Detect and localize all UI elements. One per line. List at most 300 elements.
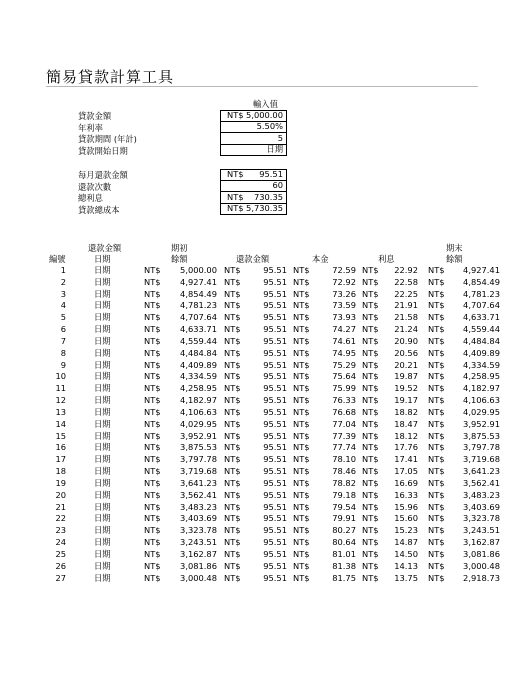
row-payment: 95.51 [263, 501, 287, 512]
row-begin-balance: 3,000.48 [180, 572, 217, 583]
row-principal: 81.01 [332, 548, 356, 559]
input-label-annual-rate: 年利率 [78, 122, 103, 133]
row-number: 17 [55, 454, 66, 465]
currency-label: NT$ [428, 572, 445, 583]
row-pay-date: 日期 [94, 288, 111, 299]
currency-label: NT$ [293, 359, 310, 370]
row-pay-date: 日期 [94, 406, 111, 417]
row-payment: 95.51 [263, 265, 287, 275]
currency-label: NT$ [362, 513, 379, 524]
currency-label: NT$ [362, 383, 379, 394]
row-begin-balance: 3,162.87 [180, 548, 217, 559]
currency-label: NT$ [144, 418, 161, 429]
currency-label: NT$ [293, 442, 310, 453]
currency-label: NT$ [224, 300, 241, 311]
row-payment: 95.51 [263, 525, 287, 536]
currency-label: NT$ [362, 466, 379, 477]
row-principal: 80.27 [332, 525, 356, 536]
row-principal: 79.54 [332, 501, 356, 512]
row-number: 18 [55, 466, 66, 477]
row-interest: 17.41 [394, 454, 418, 465]
currency-label: NT$ [362, 560, 379, 571]
currency-label: NT$ [362, 359, 379, 370]
currency-label: NT$ [428, 324, 445, 335]
row-number: 1 [60, 265, 66, 275]
row-pay-date: 日期 [94, 335, 111, 346]
total-cost-cell [221, 204, 286, 215]
currency-label: NT$ [293, 324, 310, 335]
row-number: 20 [55, 489, 66, 500]
currency-label: NT$ [144, 312, 161, 323]
row-pay-date: 日期 [94, 276, 111, 287]
row-end-balance: 4,409.89 [463, 347, 500, 358]
currency-label: NT$ [224, 572, 241, 583]
row-interest: 15.60 [394, 513, 418, 524]
row-pay-date: 日期 [94, 395, 111, 406]
currency-label: NT$ [224, 537, 241, 548]
row-begin-balance: 4,633.71 [180, 324, 217, 335]
row-pay-date: 日期 [94, 383, 111, 394]
row-interest: 19.17 [394, 395, 418, 406]
currency-label: NT$ [144, 442, 161, 453]
row-begin-balance: 3,952.91 [180, 430, 217, 441]
total-interest-value: 730.35 [253, 191, 283, 202]
row-number: 26 [55, 560, 66, 571]
row-principal: 79.18 [332, 489, 356, 500]
row-payment: 95.51 [263, 383, 287, 394]
currency-label: NT$ [293, 525, 310, 536]
row-number: 11 [55, 383, 66, 394]
currency-label: NT$ [144, 477, 161, 488]
row-pay-date: 日期 [94, 442, 111, 453]
row-pay-date: 日期 [94, 489, 111, 500]
row-begin-balance: 3,323.78 [180, 525, 217, 536]
currency-label: NT$ [144, 300, 161, 311]
row-principal: 81.75 [332, 572, 356, 583]
currency-label: NT$ [224, 347, 241, 358]
row-interest: 18.47 [394, 418, 418, 429]
currency-label: NT$ [362, 395, 379, 406]
title-divider [46, 86, 478, 87]
row-pay-date: 日期 [94, 537, 111, 548]
row-interest: 14.13 [394, 560, 418, 571]
header-end-bottom: 餘額 [446, 254, 463, 264]
currency-label: NT$ [224, 324, 241, 335]
row-number: 6 [60, 324, 66, 335]
row-payment: 95.51 [263, 477, 287, 488]
currency-label: NT$ [362, 454, 379, 465]
currency-label: NT$ [428, 489, 445, 500]
row-interest: 15.96 [394, 501, 418, 512]
row-begin-balance: 3,562.41 [180, 489, 217, 500]
row-end-balance: 3,403.69 [463, 501, 500, 512]
row-interest: 21.58 [394, 312, 418, 323]
currency-label: NT$ [227, 110, 244, 120]
row-principal: 81.38 [332, 560, 356, 571]
row-pay-date: 日期 [94, 477, 111, 488]
currency-label: NT$ [293, 300, 310, 311]
currency-label: NT$ [362, 347, 379, 358]
row-interest: 18.12 [394, 430, 418, 441]
currency-label: NT$ [293, 406, 310, 417]
currency-label: NT$ [224, 371, 241, 382]
summary-label-payment-count: 還款次數 [78, 181, 112, 192]
row-principal: 76.33 [332, 395, 356, 406]
row-begin-balance: 4,409.89 [180, 359, 217, 370]
currency-label: NT$ [428, 383, 445, 394]
row-payment: 95.51 [263, 406, 287, 417]
row-pay-date: 日期 [94, 572, 111, 583]
header-no: 編號 [49, 254, 66, 264]
currency-label: NT$ [293, 371, 310, 382]
row-principal: 78.82 [332, 477, 356, 488]
row-end-balance: 3,562.41 [463, 477, 500, 488]
row-interest: 21.91 [394, 300, 418, 311]
row-interest: 18.82 [394, 406, 418, 417]
row-interest: 14.50 [394, 548, 418, 559]
row-pay-date: 日期 [94, 466, 111, 477]
row-number: 22 [55, 513, 66, 524]
row-end-balance: 4,484.84 [463, 335, 500, 346]
row-payment: 95.51 [263, 371, 287, 382]
currency-label: NT$ [293, 265, 310, 275]
row-end-balance: 4,334.59 [463, 359, 500, 370]
currency-label: NT$ [224, 395, 241, 406]
row-begin-balance: 4,182.97 [180, 395, 217, 406]
currency-label: NT$ [428, 359, 445, 370]
row-payment: 95.51 [263, 489, 287, 500]
currency-label: NT$ [293, 537, 310, 548]
row-pay-date: 日期 [94, 454, 111, 465]
currency-label: NT$ [428, 300, 445, 311]
currency-label: NT$ [144, 335, 161, 346]
row-interest: 21.24 [394, 324, 418, 335]
currency-label: NT$ [428, 525, 445, 536]
row-interest: 20.21 [394, 359, 418, 370]
row-interest: 17.76 [394, 442, 418, 453]
row-principal: 77.74 [332, 442, 356, 453]
currency-label: NT$ [224, 513, 241, 524]
row-principal: 72.92 [332, 276, 356, 287]
currency-label: NT$ [293, 430, 310, 441]
currency-label: NT$ [293, 312, 310, 323]
row-payment: 95.51 [263, 300, 287, 311]
row-begin-balance: 5,000.00 [180, 265, 217, 275]
currency-label: NT$ [293, 489, 310, 500]
row-principal: 78.46 [332, 466, 356, 477]
row-end-balance: 4,781.23 [463, 288, 500, 299]
currency-label: NT$ [428, 548, 445, 559]
currency-label: NT$ [144, 288, 161, 299]
row-begin-balance: 3,483.23 [180, 501, 217, 512]
row-payment: 95.51 [263, 548, 287, 559]
currency-label: NT$ [224, 288, 241, 299]
currency-label: NT$ [293, 418, 310, 429]
row-begin-balance: 3,641.23 [180, 477, 217, 488]
currency-label: NT$ [428, 442, 445, 453]
currency-label: NT$ [362, 418, 379, 429]
currency-label: NT$ [362, 276, 379, 287]
row-principal: 80.64 [332, 537, 356, 548]
currency-label: NT$ [144, 548, 161, 559]
currency-label: NT$ [362, 442, 379, 453]
total-interest-cell [221, 193, 286, 204]
summary-label-monthly-payment: 每月還款金額 [78, 170, 128, 180]
currency-label: NT$ [224, 489, 241, 500]
row-interest: 16.69 [394, 477, 418, 488]
currency-label: NT$ [362, 288, 379, 299]
currency-label: NT$ [362, 477, 379, 488]
currency-label: NT$ [224, 335, 241, 346]
currency-label: NT$ [144, 466, 161, 477]
row-principal: 75.99 [332, 383, 356, 394]
currency-label: NT$ [362, 312, 379, 323]
input-label-loan-amount: 貸款金額 [78, 111, 112, 121]
currency-label: NT$ [144, 501, 161, 512]
currency-label: NT$ [293, 454, 310, 465]
currency-label: NT$ [293, 288, 310, 299]
currency-label: NT$ [428, 513, 445, 524]
currency-label: NT$ [144, 347, 161, 358]
header-interest: 利息 [378, 254, 395, 264]
row-end-balance: 3,952.91 [463, 418, 500, 429]
currency-label: NT$ [428, 406, 445, 417]
currency-label: NT$ [144, 265, 161, 275]
header-begin-top: 期初 [171, 243, 188, 253]
row-number: 15 [55, 430, 66, 441]
row-interest: 16.33 [394, 489, 418, 500]
header-end-top: 期末 [446, 243, 463, 253]
row-interest: 22.92 [394, 265, 418, 275]
row-payment: 95.51 [263, 572, 287, 583]
row-principal: 75.64 [332, 371, 356, 382]
row-pay-date: 日期 [94, 300, 111, 311]
row-begin-balance: 4,334.59 [180, 371, 217, 382]
currency-label: NT$ [428, 477, 445, 488]
currency-label: NT$ [428, 418, 445, 429]
currency-label: NT$ [428, 560, 445, 571]
row-end-balance: 4,258.95 [463, 371, 500, 382]
row-begin-balance: 3,797.78 [180, 454, 217, 465]
currency-label: NT$ [428, 501, 445, 512]
currency-label: NT$ [293, 560, 310, 571]
currency-label: NT$ [144, 276, 161, 287]
row-pay-date: 日期 [94, 265, 111, 275]
row-pay-date: 日期 [94, 560, 111, 571]
currency-label: NT$ [428, 265, 445, 275]
currency-label: NT$ [362, 406, 379, 417]
currency-label: NT$ [224, 466, 241, 477]
row-number: 14 [55, 418, 66, 429]
currency-label: NT$ [293, 513, 310, 524]
start-date-value: 日期 [266, 144, 283, 154]
header-principal: 本金 [312, 254, 329, 264]
currency-label: NT$ [362, 525, 379, 536]
row-payment: 95.51 [263, 335, 287, 346]
row-end-balance: 3,797.78 [463, 442, 500, 453]
monthly-payment-value: 95.51 [259, 169, 283, 179]
row-interest: 22.25 [394, 288, 418, 299]
row-principal: 77.04 [332, 418, 356, 429]
currency-label: NT$ [293, 572, 310, 583]
row-principal: 73.26 [332, 288, 356, 299]
row-payment: 95.51 [263, 537, 287, 548]
row-end-balance: 4,854.49 [463, 276, 500, 287]
payment-count-cell [221, 181, 286, 192]
currency-label: NT$ [362, 430, 379, 441]
row-principal: 74.61 [332, 335, 356, 346]
annual-rate-value: 5.50% [256, 121, 283, 131]
currency-label: NT$ [144, 430, 161, 441]
input-values-box [220, 110, 287, 156]
currency-label: NT$ [428, 276, 445, 287]
row-payment: 95.51 [263, 359, 287, 370]
currency-label: NT$ [144, 489, 161, 500]
loan-years-value: 5 [277, 132, 283, 143]
row-begin-balance: 4,029.95 [180, 418, 217, 429]
row-number: 3 [60, 288, 66, 299]
currency-label: NT$ [293, 477, 310, 488]
currency-label: NT$ [293, 548, 310, 559]
loan-years-field[interactable] [221, 134, 286, 145]
currency-label: NT$ [144, 324, 161, 335]
row-number: 13 [55, 406, 66, 417]
row-end-balance: 3,243.51 [463, 525, 500, 536]
row-payment: 95.51 [263, 288, 287, 299]
currency-label: NT$ [293, 347, 310, 358]
currency-label: NT$ [293, 466, 310, 477]
row-begin-balance: 4,707.64 [180, 312, 217, 323]
row-interest: 17.05 [394, 466, 418, 477]
currency-label: NT$ [224, 560, 241, 571]
currency-label: NT$ [144, 560, 161, 571]
row-payment: 95.51 [263, 454, 287, 465]
currency-label: NT$ [362, 489, 379, 500]
summary-label-total-interest: 總利息 [78, 193, 103, 203]
summary-label-total-cost: 貸款總成本 [78, 204, 120, 215]
row-payment: 95.51 [263, 560, 287, 571]
row-number: 25 [55, 548, 66, 559]
row-payment: 95.51 [263, 347, 287, 358]
row-principal: 74.95 [332, 347, 356, 358]
currency-label: NT$ [293, 395, 310, 406]
row-interest: 20.56 [394, 347, 418, 358]
input-label-start-date: 貸款開始日期 [78, 145, 128, 156]
header-begin-bottom: 餘額 [171, 254, 188, 264]
annual-rate-field[interactable] [221, 122, 286, 133]
row-number: 8 [60, 347, 66, 358]
row-begin-balance: 3,719.68 [180, 466, 217, 477]
row-payment: 95.51 [263, 513, 287, 524]
row-end-balance: 4,559.44 [463, 324, 500, 335]
row-number: 7 [60, 335, 66, 346]
row-pay-date: 日期 [94, 347, 111, 358]
row-end-balance: 3,719.68 [463, 454, 500, 465]
row-payment: 95.51 [263, 418, 287, 429]
row-principal: 75.29 [332, 359, 356, 370]
row-principal: 77.39 [332, 430, 356, 441]
currency-label: NT$ [224, 525, 241, 536]
currency-label: NT$ [224, 312, 241, 323]
row-begin-balance: 4,559.44 [180, 335, 217, 346]
currency-label: NT$ [293, 276, 310, 287]
row-begin-balance: 4,781.23 [180, 300, 217, 311]
row-end-balance: 4,927.41 [463, 265, 500, 275]
currency-label: NT$ [428, 288, 445, 299]
row-payment: 95.51 [263, 276, 287, 287]
row-begin-balance: 3,243.51 [180, 537, 217, 548]
currency-label: NT$ [144, 513, 161, 524]
row-principal: 74.27 [332, 324, 356, 335]
total-cost-value: 5,730.35 [246, 203, 283, 213]
row-end-balance: 4,106.63 [463, 395, 500, 406]
currency-label: NT$ [428, 466, 445, 477]
row-number: 2 [60, 276, 66, 287]
currency-label: NT$ [428, 371, 445, 382]
currency-label: NT$ [293, 383, 310, 394]
row-principal: 78.10 [332, 454, 356, 465]
row-number: 10 [55, 371, 66, 382]
header-payment: 還款金額 [236, 254, 270, 264]
currency-label: NT$ [428, 335, 445, 346]
currency-label: NT$ [224, 501, 241, 512]
currency-label: NT$ [224, 265, 241, 275]
row-interest: 13.75 [394, 572, 418, 583]
row-payment: 95.51 [263, 324, 287, 335]
currency-label: NT$ [362, 572, 379, 583]
row-interest: 22.58 [394, 276, 418, 287]
currency-label: NT$ [144, 406, 161, 417]
currency-label: NT$ [144, 359, 161, 370]
currency-label: NT$ [362, 501, 379, 512]
currency-label: NT$ [224, 383, 241, 394]
row-number: 24 [55, 537, 66, 548]
row-end-balance: 3,483.23 [463, 489, 500, 500]
row-interest: 14.87 [394, 537, 418, 548]
row-pay-date: 日期 [94, 359, 111, 370]
row-interest: 20.90 [394, 335, 418, 346]
row-number: 9 [60, 359, 66, 370]
currency-label: NT$ [224, 477, 241, 488]
start-date-field[interactable] [221, 145, 286, 156]
currency-label: NT$ [224, 442, 241, 453]
row-end-balance: 2,918.73 [463, 572, 500, 583]
row-begin-balance: 4,927.41 [180, 276, 217, 287]
row-pay-date: 日期 [94, 525, 111, 536]
currency-label: NT$ [224, 276, 241, 287]
currency-label: NT$ [362, 335, 379, 346]
currency-label: NT$ [362, 265, 379, 275]
row-pay-date: 日期 [94, 430, 111, 441]
currency-label: NT$ [144, 454, 161, 465]
row-principal: 76.68 [332, 406, 356, 417]
currency-label: NT$ [227, 203, 244, 213]
currency-label: NT$ [144, 525, 161, 536]
currency-label: NT$ [362, 324, 379, 335]
currency-label: NT$ [362, 300, 379, 311]
row-begin-balance: 3,081.86 [180, 560, 217, 571]
row-number: 12 [55, 395, 66, 406]
row-number: 19 [55, 477, 66, 488]
row-begin-balance: 4,106.63 [180, 406, 217, 417]
row-interest: 15.23 [394, 525, 418, 536]
input-label-loan-years: 貸款期間 (年計) [78, 134, 137, 144]
row-end-balance: 4,707.64 [463, 300, 500, 311]
row-begin-balance: 4,258.95 [180, 383, 217, 394]
row-end-balance: 3,323.78 [463, 513, 500, 524]
row-number: 4 [60, 300, 66, 311]
row-begin-balance: 3,875.53 [180, 442, 217, 453]
